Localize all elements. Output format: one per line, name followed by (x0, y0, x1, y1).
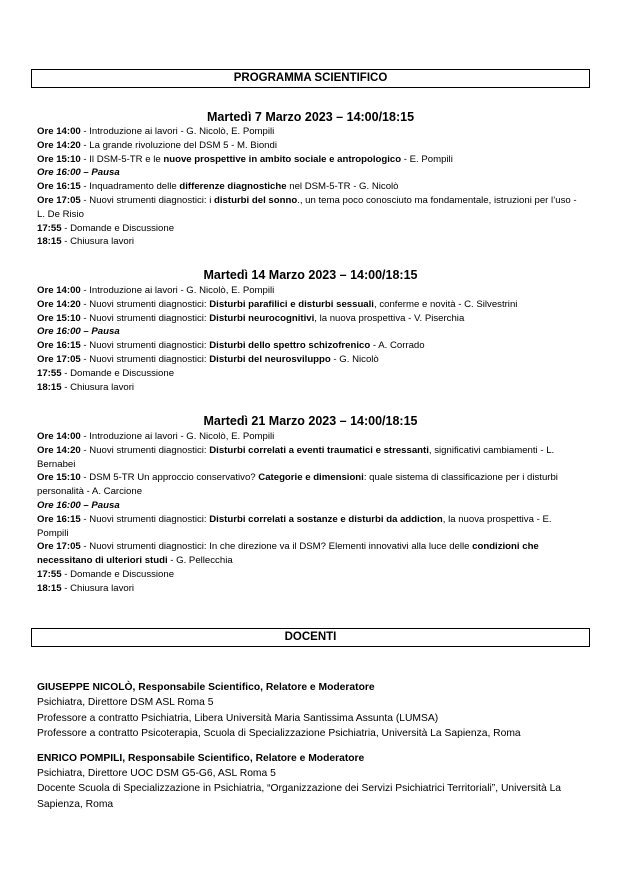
schedule-time: Ore 16:00 (37, 326, 81, 338)
schedule-time: Ore 16:00 (37, 499, 81, 511)
schedule-time: 18:15 (37, 381, 62, 393)
schedule-time: Ore 14:20 (37, 298, 81, 310)
docenti-list (37, 680, 585, 821)
schedule-row (37, 125, 585, 139)
schedule-time: Ore 14:00 (37, 431, 81, 442)
schedule-text: - Nuovi strumenti diagnostici: i (80, 194, 215, 206)
docente-name: GIUSEPPE NICOLÒ, Responsabile Scientifico, Relatore e Moderatore (37, 682, 375, 693)
schedule-text: - Introduzione ai lavori - G. Nicolò, E. Pompili (80, 431, 275, 442)
schedule-text: , la nuova prospettiva - V. Piserchia (314, 312, 465, 324)
docente-name: ENRICO POMPILI, Responsabile Scientifico, Relatore e Moderatore (37, 752, 365, 764)
schedule-text: – Pausa (80, 499, 120, 511)
schedule-row (37, 513, 585, 541)
schedule-time: 18:15 (37, 236, 62, 248)
docente-line: Professore a contratto Psichiatria, Libera Università Maria Santissima Assunta (LUMSA) (37, 712, 439, 724)
day-1-schedule (37, 125, 585, 249)
schedule-row (37, 298, 585, 312)
schedule-text: - Chiusura lavori (61, 236, 135, 248)
schedule-row (37, 222, 585, 236)
docenti-header (31, 628, 590, 647)
schedule-time: Ore 16:15 (37, 181, 81, 193)
schedule-row (37, 235, 585, 249)
schedule-row (37, 568, 585, 582)
schedule-time: 17:55 (37, 568, 62, 580)
schedule-text: Disturbi neurocognitivi (209, 312, 315, 324)
schedule-text: - Domande e Discussione (61, 367, 175, 379)
schedule-time: Ore 15:10 (37, 153, 81, 165)
docente-line: Docente Scuola di Specializzazione in Psichiatria, “Organizzazione dei Servizi Psichiatrici Territoriali”, Università La Sapienza, Roma (37, 783, 562, 810)
schedule-row (37, 582, 585, 596)
schedule-text: - Chiusura lavori (61, 582, 135, 594)
day-1-title: Martedì 7 Marzo 2023 – 14:00/18:15 (206, 110, 415, 124)
schedule-text: - Nuovi strumenti diagnostici: (80, 353, 210, 365)
day-2-schedule (37, 284, 585, 394)
schedule-time: 17:55 (37, 367, 62, 379)
schedule-text: - La grande rivoluzione del DSM 5 - M. Biondi (80, 139, 277, 151)
schedule-text: condizioni che necessitano di ulteriori studi (37, 541, 539, 567)
schedule-text: differenze diagnostiche (179, 181, 287, 193)
schedule-text: - Introduzione ai lavori - G. Nicolò, E. Pompili (80, 285, 275, 296)
schedule-text: , significativi cambiamenti - L. Bernabei (37, 444, 555, 470)
schedule-row (37, 312, 585, 326)
docente-pompili (37, 751, 585, 813)
schedule-text: - Introduzione ai lavori - G. Nicolò, E. Pompili (80, 126, 275, 137)
schedule-text: - DSM 5-TR Un approccio conservativo? (80, 472, 259, 484)
schedule-text: - Nuovi strumenti diagnostici: (80, 298, 210, 310)
schedule-time: Ore 17:05 (37, 194, 81, 206)
schedule-text: – Pausa (80, 167, 120, 179)
schedule-text: - Domande e Discussione (61, 222, 175, 234)
schedule-text: - G. Pellecchia (167, 555, 233, 567)
schedule-text: Categorie e dimensioni (258, 472, 364, 484)
schedule-time: Ore 16:15 (37, 340, 81, 352)
schedule-time: Ore 17:05 (37, 541, 81, 553)
schedule-text: - Chiusura lavori (61, 381, 135, 393)
schedule-row (37, 325, 585, 339)
schedule-row (37, 381, 585, 395)
schedule-time: Ore 16:00 (37, 167, 81, 179)
schedule-row (37, 139, 585, 153)
schedule-text: - A. Corrado (370, 340, 425, 352)
schedule-time: Ore 14:00 (37, 285, 81, 296)
docente-line: Professore a contratto Psicoterapia, Scuola di Specializzazione Psichiatria, Università La Sapienza, Roma (37, 728, 521, 740)
schedule-row (37, 353, 585, 367)
day-3-schedule (37, 430, 585, 596)
schedule-time: Ore 14:20 (37, 444, 81, 456)
schedule-row (37, 367, 585, 381)
schedule-time: Ore 15:10 (37, 312, 81, 324)
schedule-text: ., un tema poco conosciuto ma fondamentale, istruzioni per l’uso - L. De Risio (37, 194, 577, 220)
schedule-row (37, 499, 585, 513)
day-2-title: Martedì 14 Marzo 2023 – 14:00/18:15 (203, 268, 418, 282)
schedule-time: Ore 17:05 (37, 353, 81, 365)
schedule-row (37, 444, 585, 472)
docenti-title: DOCENTI (284, 631, 337, 643)
schedule-text: nel DSM-5-TR - G. Nicolò (286, 181, 399, 193)
schedule-row (37, 153, 585, 167)
schedule-text: - Nuovi strumenti diagnostici: (80, 444, 210, 456)
schedule-row (37, 166, 585, 180)
schedule-row (37, 284, 585, 298)
schedule-text: - Nuovi strumenti diagnostici: (80, 513, 210, 525)
schedule-text: , conferme e novità - C. Silvestrini (373, 298, 518, 310)
schedule-text: : quale sistema di classificazione per i disturbi personalità - A. Carcione (37, 472, 558, 498)
programma-header (31, 69, 590, 88)
schedule-text: - Domande e Discussione (61, 568, 175, 580)
schedule-text: , la nuova prospettiva - E. Pompili (37, 513, 552, 539)
schedule-text: nuove prospettive in ambito sociale e antropologico (163, 153, 402, 165)
programma-title: PROGRAMMA SCIENTIFICO (233, 72, 388, 84)
schedule-row (37, 430, 585, 444)
docente-nicolo (37, 680, 585, 742)
schedule-text: - G. Nicolò (330, 353, 379, 365)
schedule-text: disturbi del sonno (214, 194, 298, 206)
schedule-text: Disturbi parafilici e disturbi sessuali (209, 298, 374, 310)
schedule-text: - Nuovi strumenti diagnostici: In che direzione va il DSM? Elementi innovativi alla luce delle (80, 541, 473, 553)
schedule-text: - E. Pompili (401, 153, 453, 165)
schedule-time: Ore 16:15 (37, 513, 81, 525)
docente-line: Psichiatra, Direttore DSM ASL Roma 5 (37, 697, 214, 709)
schedule-row (37, 194, 585, 222)
schedule-time: Ore 14:20 (37, 139, 81, 151)
schedule-text: - Inquadramento delle (80, 181, 180, 193)
docente-line: Psichiatra, Direttore UOC DSM G5-G6, ASL Roma 5 (37, 768, 276, 780)
schedule-row (37, 339, 585, 353)
schedule-row (37, 471, 585, 499)
schedule-time: Ore 14:00 (37, 126, 81, 137)
schedule-time: 18:15 (37, 582, 62, 594)
schedule-time: Ore 15:10 (37, 472, 81, 484)
schedule-text: - Il DSM-5-TR e le (80, 153, 164, 165)
schedule-text: – Pausa (80, 326, 120, 338)
schedule-text: Disturbi correlati a sostanze e disturbi da addiction (209, 513, 443, 525)
schedule-row (37, 540, 585, 568)
schedule-text: Disturbi correlati a eventi traumatici e stressanti (209, 444, 429, 456)
schedule-text: - Nuovi strumenti diagnostici: (80, 340, 210, 352)
schedule-row (37, 180, 585, 194)
schedule-time: 17:55 (37, 222, 62, 234)
schedule-text: - Nuovi strumenti diagnostici: (80, 312, 210, 324)
schedule-text: Disturbi dello spettro schizofrenico (209, 340, 371, 352)
schedule-text: Disturbi del neurosviluppo (209, 353, 331, 365)
day-3-title: Martedì 21 Marzo 2023 – 14:00/18:15 (203, 414, 418, 428)
